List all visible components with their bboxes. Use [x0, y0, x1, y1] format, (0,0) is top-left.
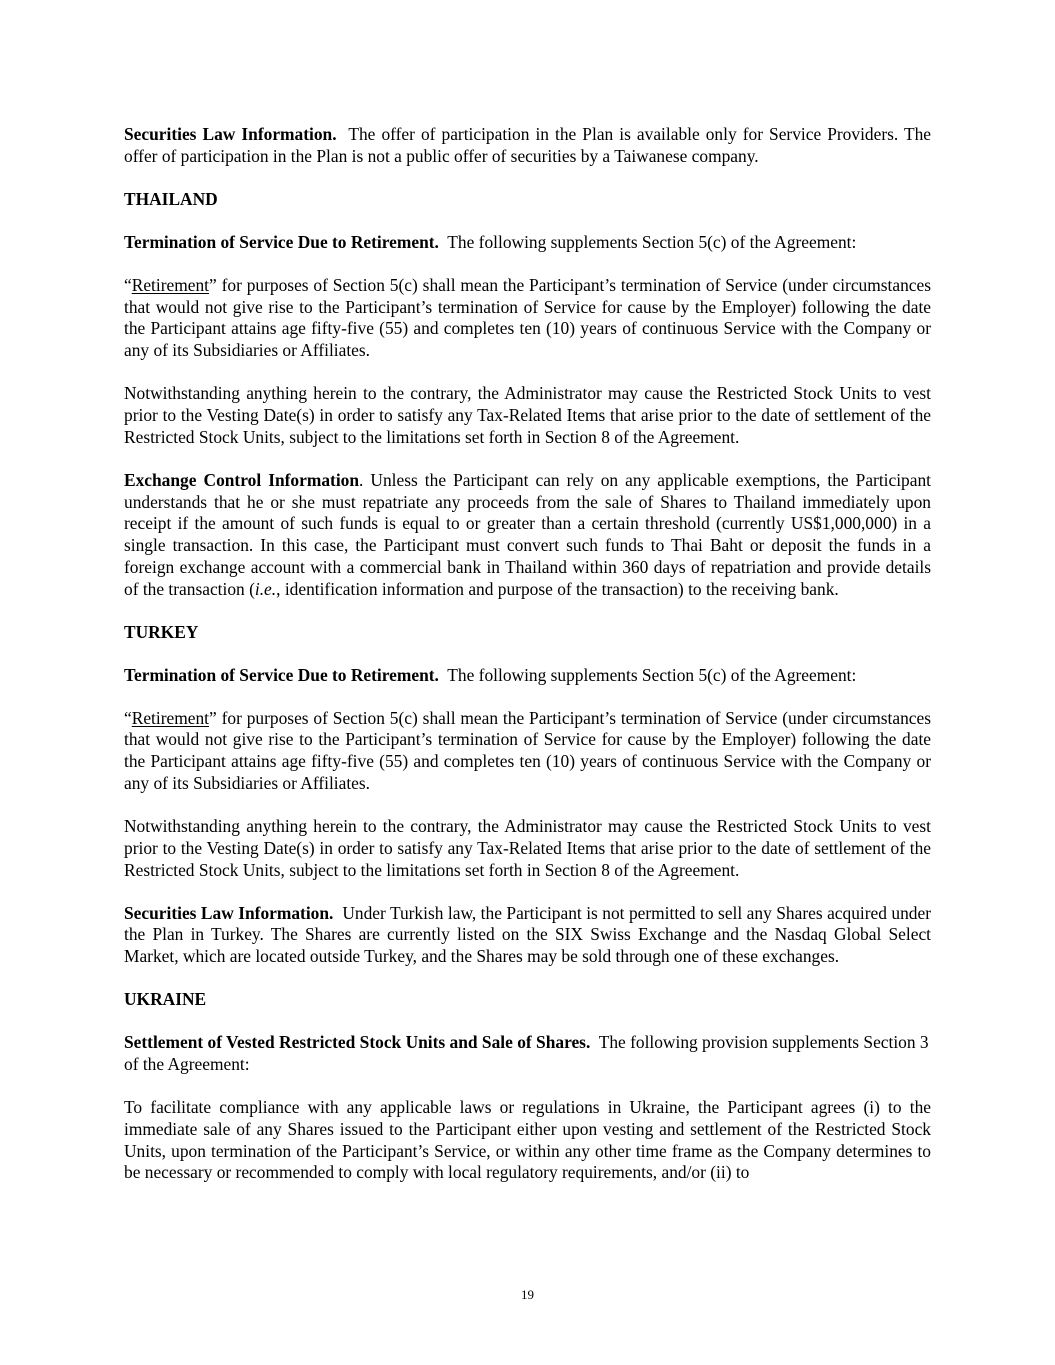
turkey-retirement-term: Retirement — [131, 707, 209, 728]
ukraine-settlement-label: Settlement of Vested Restricted Stock Units and Sale of Shares. — [124, 1032, 591, 1053]
turkey-retirement-definition-text: ” for purposes of Section 5(c) shall mean the Participant’s termination of Service (under circumstances that would not give rise to the Participant’s termination of Service for cause by the Employer) following the date the Participant attains age fifty-five (55) and completes ten (10) years of continuous Service with the Company or any of its Subsidiaries or Affiliates. — [124, 707, 931, 794]
ukraine-heading: UKRAINE — [124, 989, 207, 1010]
thailand-exchange-control-text: . Unless the Participant can rely on any applicable exemptions, the Participant understands that he or she must repatriate any proceeds from the sale of Shares to Thailand immediately upon receipt if the amount of such funds is equal to or greater than a certain threshold (currently US$1,000,000) in a single transaction. In this case, the Participant must convert such funds to Thai Baht or deposit the funds in a foreign exchange account with a commercial bank in Thailand within 360 days of repatriation and provide details of the transaction ( — [124, 469, 932, 599]
ukraine-settlement-paragraph — [124, 1032, 931, 1076]
page-number: 19 — [521, 1287, 534, 1302]
thailand-heading: THAILAND — [124, 188, 218, 209]
thailand-retirement-term: Retirement — [131, 274, 209, 295]
document-page — [124, 124, 931, 1205]
turkey-heading: TURKEY — [124, 621, 199, 642]
turkey-retirement-paragraph — [124, 665, 931, 687]
taiwan-securities-text: The offer of participation in the Plan is available only for Service Providers. The offer of participation in the Plan is not a public offer of securities by a Taiwanese company. — [124, 124, 932, 166]
ukraine-settlement-text: The following provision supplements Section 3 of the Agreement: — [124, 1032, 929, 1074]
turkey-open-quote: “ — [124, 707, 132, 728]
thailand-notwithstanding-paragraph: Notwithstanding anything herein to the contrary, the Administrator may cause the Restricted Stock Units to vest prior to the Vesting Date(s) in order to satisfy any Tax-Related Items that arise prior to the date of settlement of the Restricted Stock Units, subject to the limitations set forth in Section 8 of the Agreement. — [124, 383, 931, 447]
turkey-securities-label: Securities Law Information. — [124, 902, 334, 923]
turkey-securities-text: Under Turkish law, the Participant is not permitted to sell any Shares acquired under the Plan in Turkey. The Shares are currently listed on the SIX Swiss Exchange and the Nasdaq Global Select Market, which are located outside Turkey, and the Shares may be sold through one of these exchanges. — [124, 902, 931, 967]
thailand-exchange-control-paragraph — [124, 470, 931, 601]
turkey-retirement-label: Termination of Service Due to Retirement. — [124, 664, 439, 685]
thailand-retirement-definition — [124, 275, 931, 362]
thailand-retirement-paragraph — [124, 232, 931, 254]
thailand-open-quote: “ — [124, 274, 132, 295]
thailand-retirement-text: The following supplements Section 5(c) of the Agreement: — [447, 231, 857, 252]
turkey-securities-paragraph — [124, 903, 931, 968]
turkey-notwithstanding-paragraph: Notwithstanding anything herein to the contrary, the Administrator may cause the Restricted Stock Units to vest prior to the Vesting Date(s) in order to satisfy any Tax-Related Items that arise prior to the date of settlement of the Restricted Stock Units, subject to the limitations set forth in Section 8 of the Agreement. — [124, 816, 931, 880]
thailand-retirement-label: Termination of Service Due to Retirement. — [124, 231, 439, 252]
taiwan-securities-label: Securities Law Information. — [124, 124, 337, 144]
thailand-exchange-control-italic: i.e. — [254, 578, 277, 599]
thailand-exchange-control-text-end: , identification information and purpose of the transaction) to the receiving bank. — [276, 578, 839, 599]
thailand-retirement-definition-text: ” for purposes of Section 5(c) shall mean the Participant’s termination of Service (under circumstances that would not give rise to the Participant’s termination of Service for cause by the Employer) following the date the Participant attains age fifty-five (55) and completes ten (10) years of continuous Service with the Company or any of its Subsidiaries or Affiliates. — [124, 274, 931, 361]
ukraine-settlement-body: To facilitate compliance with any applicable laws or regulations in Ukraine, the Participant agrees (i) to the immediate sale of any Shares issued to the Participant either upon vesting and settlement of the Restricted Stock Units, upon termination of the Participant’s Service, or within any other time frame as the Company determines to be necessary or recommended to comply with local regulatory requirements, and/or (ii) to — [124, 1096, 931, 1183]
turkey-retirement-definition — [124, 708, 931, 795]
turkey-retirement-text: The following supplements Section 5(c) of the Agreement: — [447, 664, 857, 685]
taiwan-securities-paragraph — [124, 124, 931, 168]
thailand-exchange-control-label: Exchange Control Information — [124, 469, 360, 490]
